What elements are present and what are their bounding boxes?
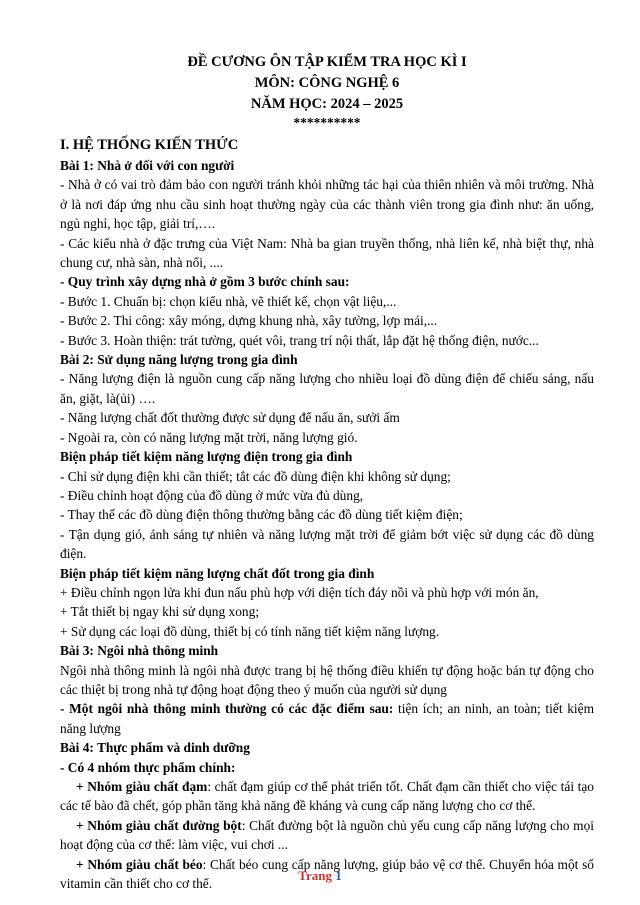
list-item: - Bước 2. Thi công: xây móng, dựng khung nhà, xây tường, lợp mái,... — [60, 313, 438, 329]
page-label: Trang — [298, 868, 332, 883]
paragraph-text: : Chất đường bột là nguồn chủ yếu cung cấp năng lượng cho mọi hoạt động của cơ thể: làm việc, vui chơi ... — [60, 817, 594, 853]
paragraph: - Năng lượng điện là nguồn cung cấp năng lượng cho nhiều loại đồ dùng điện để chiếu sáng, nấu ăn, giặt, là(ủi) …. — [60, 371, 594, 406]
list-item: + Tắt thiết bị ngay khi sử dụng xong; — [60, 604, 260, 620]
section-heading: I. HỆ THỐNG KIẾN THỨC — [60, 137, 239, 153]
stars-divider: ********** — [293, 115, 361, 130]
lesson-4-title: Bài 4: Thực phẩm và dinh dưỡng — [60, 740, 250, 756]
list-item: + Điều chỉnh ngọn lửa khi đun nấu phù hợp với diện tích đáy nồi và phù hợp với món ăn, — [60, 584, 539, 600]
list-item: - Bước 1. Chuẩn bị: chọn kiểu nhà, vẽ thiết kế, chọn vật liệu,... — [60, 293, 397, 309]
paragraph: - Các kiểu nhà ở đặc trưng của Việt Nam: Nhà ba gian truyền thống, nhà liên kế, nhà biệt thự, nhà chung cư, nhà sàn, nhà nổi, .... — [60, 235, 594, 271]
subheading: Biện pháp tiết kiệm năng lượng điện trong gia đình — [60, 449, 353, 465]
lesson-1-title: Bài 1: Nhà ở đối với con người — [60, 158, 235, 173]
subheading: - Quy trình xây dựng nhà ở gồm 3 bước chính sau: — [60, 274, 350, 290]
paragraph: - Nhà ở có vai trò đảm bảo con người tránh khỏi những tác hại của thiên nhiên và môi trường. Nhà ở là nơi đáp ứng nhu cầu sinh hoạt thường ngày của các thành viên trong gia đình như: ăn uống, ngủ nghỉ, học tập, giải trí,…. — [60, 177, 594, 232]
paragraph — [60, 699, 594, 738]
list-item: - Điều chỉnh hoạt động của đồ dùng ở mức vừa đủ dùng, — [60, 487, 364, 503]
list-item: - Tận dụng gió, ánh sáng tự nhiên và năng lượng mặt trời để giảm bớt việc sử dụng các đồ dùng điện. — [60, 526, 594, 562]
subheading: Biện pháp tiết kiệm năng lượng chất đốt trong gia đình — [60, 565, 375, 581]
list-item: - Thay thế các đồ dùng điện thông thường bằng các đồ dùng tiết kiệm điện; — [60, 507, 463, 523]
doc-subject: MÔN: CÔNG NGHỆ 6 — [254, 75, 400, 91]
paragraph-text: : chất đạm giúp cơ thể phát triển tốt. Chất đạm cần thiết cho việc tái tạo các tế bào đã chết, góp phần tăng khả năng đề kháng và cung cấp năng lượng cho cơ thể. — [60, 779, 595, 814]
lesson-3-title: Bài 3: Ngôi nhà thông minh — [60, 643, 219, 659]
paragraph: - Năng lượng chất đốt thường được sử dụng để nấu ăn, sưởi ấm — [60, 410, 400, 426]
bold-lead: + Nhóm giàu chất béo — [76, 856, 203, 872]
list-item — [60, 816, 594, 855]
lesson-2-title: Bài 2: Sử dụng năng lượng trong gia đình — [60, 352, 298, 368]
list-item: - Bước 3. Hoàn thiện: trát tường, quét vôi, trang trí nội thất, lắp đặt hệ thống điện, nước... — [60, 332, 539, 348]
list-item: + Sử dụng các loại đồ dùng, thiết bị có tính năng tiết kiệm năng lượng. — [60, 623, 440, 639]
bold-lead: + Nhóm giàu chất đạm — [76, 779, 208, 794]
bold-lead: + Nhóm giàu chất đường bột — [76, 817, 242, 833]
paragraph: Ngôi nhà thông minh là ngôi nhà được trang bị hệ thống điều khiển tự động hoặc bán tự động cho các thiệt bị trong nhà tự động hoạt động theo ý muốn của người sử dụng — [60, 662, 594, 697]
page-number: 1 — [335, 868, 342, 883]
page-footer — [0, 868, 640, 884]
doc-school-year: NĂM HỌC: 2024 – 2025 — [250, 96, 404, 112]
paragraph: - Ngoài ra, còn có năng lượng mặt trời, năng lượng gió. — [60, 429, 358, 445]
paragraph-text: : Chất béo cung cấp năng lượng, giúp bảo vệ cơ thể. Chuyển hóa một số vitamin cần thiết cho cơ thể. — [60, 856, 594, 892]
list-item — [60, 777, 594, 816]
subheading: - Có 4 nhóm thực phẩm chính: — [60, 759, 236, 775]
doc-title: ĐỀ CƯƠNG ÔN TẬP KIỂM TRA HỌC KÌ I — [187, 54, 467, 70]
bold-lead: - Một ngôi nhà thông minh thường có các đặc điểm sau: — [60, 701, 394, 717]
document-page — [60, 52, 594, 893]
list-item: - Chỉ sử dụng điện khi cần thiết; tắt các đồ dùng điện khi không sử dụng; — [60, 468, 451, 484]
paragraph-text: tiện ích; an ninh, an toàn; tiết kiệm năng lượng — [60, 701, 594, 736]
